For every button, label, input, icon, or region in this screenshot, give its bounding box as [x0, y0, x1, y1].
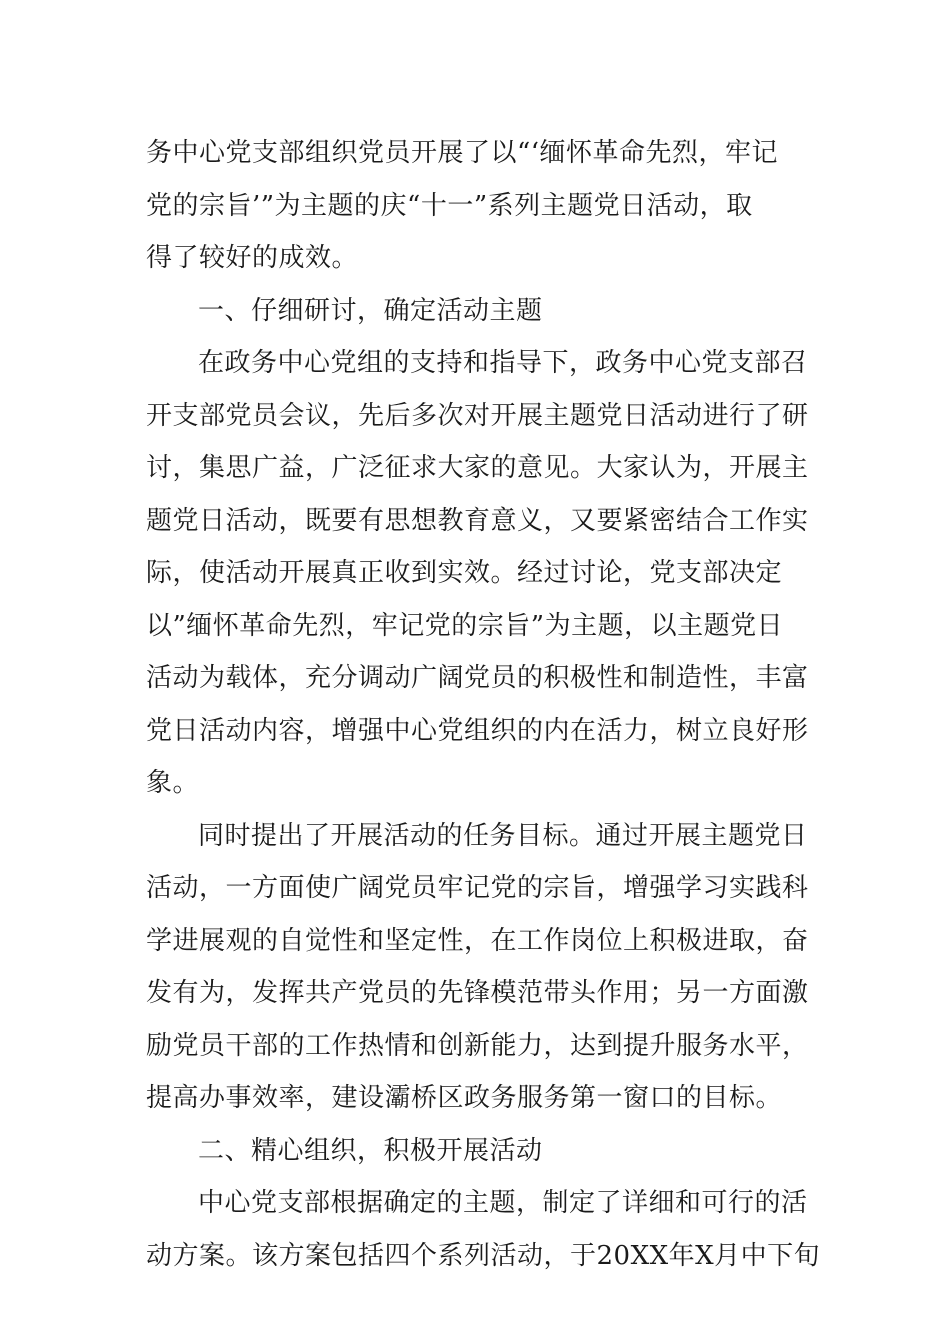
text-line: 党日活动内容，增强中心党组织的内在活力，树立良好形 [146, 715, 809, 746]
body-text [146, 127, 821, 1282]
text-line: 活动为载体，充分调动广阔党员的积极性和制造性，丰富 [146, 663, 809, 693]
text-line: 象。 [146, 768, 200, 798]
text-line: 提高办事效率，建设灞桥区政务服务第一窗口的目标。 [146, 1083, 783, 1113]
text-line: 学进展观的自觉性和坚定性，在工作岗位上积极进取，奋 [146, 925, 809, 956]
text-line: 讨，集思广益，广泛征求大家的意见。大家认为，开展主 [146, 453, 809, 483]
text-line: 开支部党员会议，先后多次对开展主题党日活动进行了研 [146, 400, 809, 431]
text-line: 际，使活动开展真正收到实效。经过讨论，党支部决定 [146, 558, 783, 588]
text-line: 务中心党支部组织党员开展了以“‘缅怀革命先烈，牢记 [146, 138, 779, 168]
text-line: 发有为，发挥共产党员的先锋模范带头作用；另一方面激 [146, 978, 809, 1008]
section-heading-2: 二、精心组织，积极开展活动 [198, 1135, 543, 1166]
section-heading-1: 一、仔细研讨，确定活动主题 [198, 295, 543, 326]
text-line: 中心党支部根据确定的主题，制定了详细和可行的活 [198, 1188, 808, 1218]
text-line: 在政务中心党组的支持和指导下，政务中心党支部召 [198, 348, 808, 378]
text-line: 党的宗旨’”为主题的庆“十一”系列主题党日活动，取 [146, 190, 753, 221]
text-line: 励党员干部的工作热情和创新能力，达到提升服务水平， [146, 1030, 809, 1061]
text-line: 题党日活动，既要有思想教育意义，又要紧密结合工作实 [146, 505, 809, 536]
text-line: 同时提出了开展活动的任务目标。通过开展主题党日 [198, 820, 808, 851]
text-line: 以”缅怀革命先烈，牢记党的宗旨”为主题，以主题党日 [146, 610, 784, 641]
text-line: 活动，一方面使广阔党员牢记党的宗旨，增强学习实践科 [146, 873, 809, 903]
text-line: 动方案。该方案包括四个系列活动，于20XX年X月中下旬 [146, 1240, 821, 1271]
text-line: 得了较好的成效。 [146, 243, 359, 273]
